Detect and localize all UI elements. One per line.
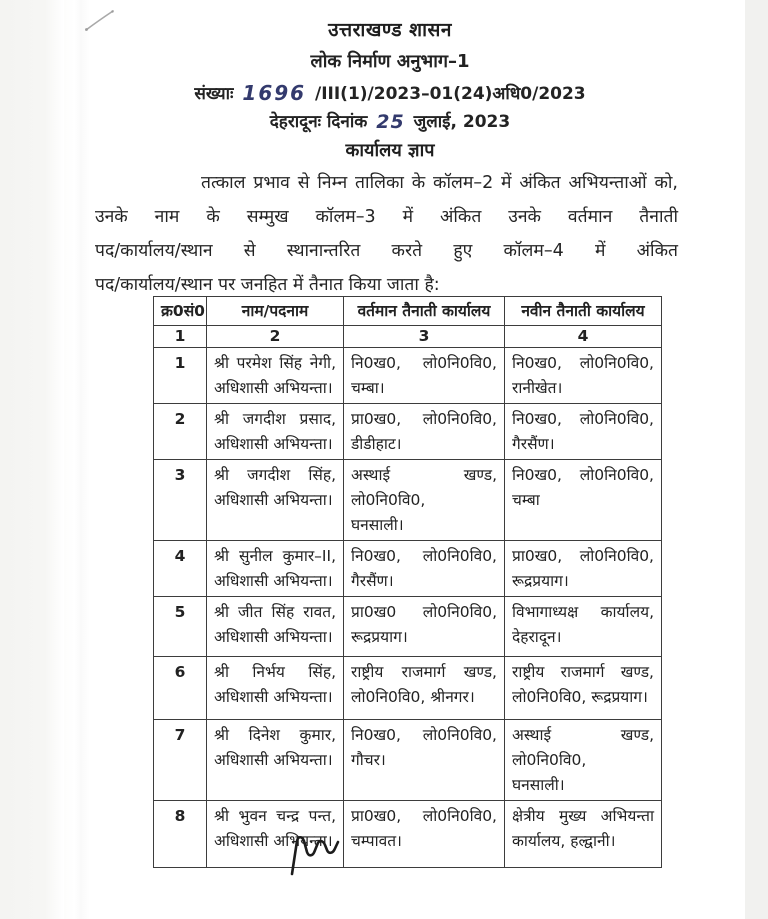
body-line: उनके नाम के सम्मुख कॉलम–3 में अंकित उनके वर्तमान तैनाती xyxy=(95,207,678,227)
new-office-cell: क्षेत्रीय मुख्य अभियन्ता कार्यालय, हल्द्वानी। xyxy=(505,801,662,868)
current-office-cell: नि0ख0, लो0नि0वि0, गैरसैंण। xyxy=(344,541,505,597)
header-new-office: नवीन तैनाती कार्यालय xyxy=(505,297,662,326)
body-line: तत्काल प्रभाव से निम्न तालिका के कॉलम–2 में अंकित अभियन्ताओं को, xyxy=(201,173,678,193)
table-row xyxy=(154,460,662,541)
column-number: 3 xyxy=(344,326,505,348)
date-handwritten: 25 xyxy=(376,111,405,133)
reference-number-rest: /III(1)/2023–01(24)अधि0/2023 xyxy=(315,84,586,104)
reference-number-label: संख्याः xyxy=(194,84,234,104)
current-office-cell: प्रा0ख0, लो0नि0वि0, डीडीहाट। xyxy=(344,404,505,460)
name-cell: श्री सुनील कुमार–II, अधिशासी अभियन्ता। xyxy=(207,541,344,597)
current-office-cell: नि0ख0, लो0नि0वि0, गौचर। xyxy=(344,720,505,801)
serial-cell: 7 xyxy=(154,720,207,801)
department-section-title: लोक निर्माण अनुभाग–1 xyxy=(310,51,470,72)
table-row xyxy=(154,657,662,720)
table-row xyxy=(154,541,662,597)
table-row xyxy=(154,801,662,868)
serial-cell: 8 xyxy=(154,801,207,868)
current-office-cell: अस्थाई खण्ड, लो0नि0वि0, घनसाली। xyxy=(344,460,505,541)
column-number: 1 xyxy=(154,326,207,348)
reference-number-line xyxy=(120,80,660,104)
signature-scribble xyxy=(265,824,355,884)
name-cell: श्री दिनेश कुमार, अधिशासी अभियन्ता। xyxy=(207,720,344,801)
new-office-cell: नि0ख0, लो0नि0वि0, चम्बा xyxy=(505,460,662,541)
body-line: पद/कार्यालय/स्थान से स्थानान्तरित करते हुए कॉलम–4 में अंकित xyxy=(95,241,678,261)
table-header-row xyxy=(154,297,662,326)
new-office-cell: नि0ख0, लो0नि0वि0, रानीखेत। xyxy=(505,348,662,404)
name-cell: श्री जगदीश प्रसाद, अधिशासी अभियन्ता। xyxy=(207,404,344,460)
new-office-cell: अस्थाई खण्ड, लो0नि0वि0, घनसाली। xyxy=(505,720,662,801)
reference-number-handwritten: 1696 xyxy=(242,81,307,105)
page-right-edge xyxy=(745,0,768,919)
new-office-cell: विभागाध्यक्ष कार्यालय, देहरादून। xyxy=(505,597,662,657)
page-fold-shadow xyxy=(64,0,90,919)
place-date-label: देहरादूनः दिनांक xyxy=(269,112,368,132)
name-cell: श्री निर्भय सिंह, अधिशासी अभियन्ता। xyxy=(207,657,344,720)
transfer-table xyxy=(153,296,662,868)
pen-scratch-mark xyxy=(82,4,122,36)
body-paragraph xyxy=(95,166,678,302)
page-left-edge xyxy=(0,0,64,919)
column-number: 2 xyxy=(207,326,344,348)
new-office-cell: राष्ट्रीय राजमार्ग खण्ड, लो0नि0वि0, रूद्रप्रयाग। xyxy=(505,657,662,720)
header-serial: क्र0सं0 xyxy=(154,297,207,326)
name-cell: श्री जगदीश सिंह, अधिशासी अभियन्ता। xyxy=(207,460,344,541)
memo-title: कार्यालय ज्ञाप xyxy=(345,140,435,161)
new-office-cell: नि0ख0, लो0नि0वि0, गैरसैंण। xyxy=(505,404,662,460)
serial-cell: 5 xyxy=(154,597,207,657)
new-office-cell: प्रा0ख0, लो0नि0वि0, रूद्रप्रयाग। xyxy=(505,541,662,597)
column-number-row xyxy=(154,326,662,348)
government-title: उत्तराखण्ड शासन xyxy=(328,19,452,41)
column-number: 4 xyxy=(505,326,662,348)
name-cell: श्री जीत सिंह रावत, अधिशासी अभियन्ता। xyxy=(207,597,344,657)
current-office-cell: नि0ख0, लो0नि0वि0, चम्बा। xyxy=(344,348,505,404)
serial-cell: 2 xyxy=(154,404,207,460)
serial-cell: 4 xyxy=(154,541,207,597)
serial-cell: 1 xyxy=(154,348,207,404)
header-current-office: वर्तमान तैनाती कार्यालय xyxy=(344,297,505,326)
table-row xyxy=(154,348,662,404)
serial-cell: 6 xyxy=(154,657,207,720)
serial-cell: 3 xyxy=(154,460,207,541)
table-row xyxy=(154,597,662,657)
header-name: नाम/पदनाम xyxy=(207,297,344,326)
current-office-cell: प्रा0ख0, लो0नि0वि0, चम्पावत। xyxy=(344,801,505,868)
name-cell: श्री भुवन चन्द्र पन्त, अधिशासी अभियन्ता। xyxy=(207,801,344,868)
document-header xyxy=(120,16,660,132)
table-row xyxy=(154,720,662,801)
date-rest: जुलाई, 2023 xyxy=(413,112,511,132)
place-date-line xyxy=(120,109,660,132)
name-cell: श्री परमेश सिंह नेगी, अधिशासी अभियन्ता। xyxy=(207,348,344,404)
table-row xyxy=(154,404,662,460)
current-office-cell: राष्ट्रीय राजमार्ग खण्ड, लो0नि0वि0, श्रीनगर। xyxy=(344,657,505,720)
current-office-cell: प्रा0ख0 लो0नि0वि0, रूद्रप्रयाग। xyxy=(344,597,505,657)
body-line: पद/कार्यालय/स्थान पर जनहित में तैनात किया जाता है: xyxy=(95,275,440,295)
